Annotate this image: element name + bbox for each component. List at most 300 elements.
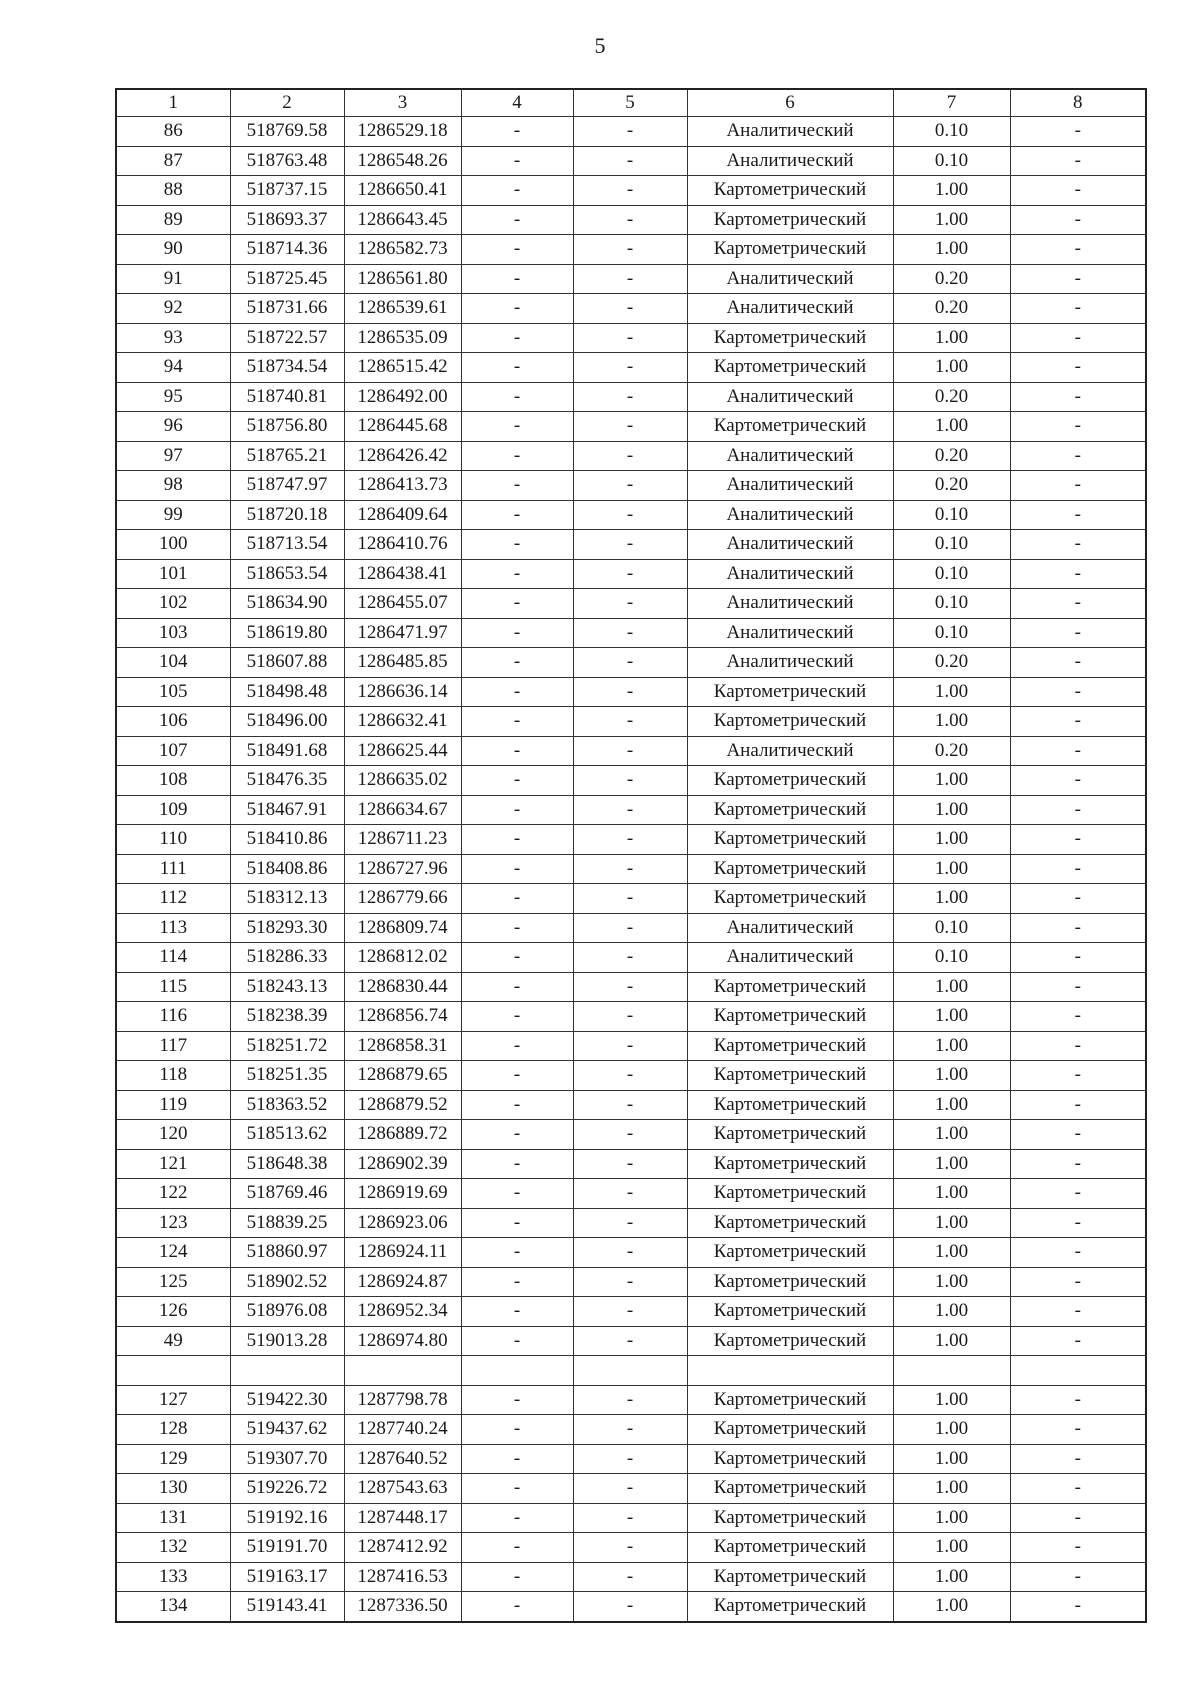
method-cell: Картометрический — [687, 1592, 893, 1622]
col-4-cell: - — [461, 117, 573, 147]
col-4-cell: - — [461, 323, 573, 353]
col-4-cell: - — [461, 677, 573, 707]
method-cell: Аналитический — [687, 441, 893, 471]
accuracy-cell: 1.00 — [893, 1297, 1010, 1327]
table-row — [116, 1503, 1146, 1533]
x-coordinate-cell: 518693.37 — [230, 205, 344, 235]
method-cell: Картометрический — [687, 323, 893, 353]
col-8-cell: - — [1010, 884, 1146, 914]
point-number-cell: 114 — [116, 943, 230, 973]
method-cell: Картометрический — [687, 1267, 893, 1297]
point-number-cell: 87 — [116, 146, 230, 176]
col-8-cell: - — [1010, 1120, 1146, 1150]
accuracy-cell: 1.00 — [893, 1326, 1010, 1356]
point-number-cell: 89 — [116, 205, 230, 235]
col-4-cell: - — [461, 825, 573, 855]
accuracy-cell: 1.00 — [893, 677, 1010, 707]
table-row — [116, 264, 1146, 294]
y-coordinate-cell: 1286632.41 — [344, 707, 461, 737]
col-4-cell: - — [461, 1238, 573, 1268]
y-coordinate-cell: 1286650.41 — [344, 176, 461, 206]
x-coordinate-cell: 518737.15 — [230, 176, 344, 206]
y-coordinate-cell: 1286413.73 — [344, 471, 461, 501]
y-coordinate-cell: 1286635.02 — [344, 766, 461, 796]
column-header-1: 1 — [116, 89, 230, 117]
col-8-cell: - — [1010, 1533, 1146, 1563]
x-coordinate-cell: 518238.39 — [230, 1002, 344, 1032]
table-row — [116, 1238, 1146, 1268]
col-4-cell: - — [461, 1267, 573, 1297]
accuracy-cell: 1.00 — [893, 412, 1010, 442]
point-number-cell: 118 — [116, 1061, 230, 1091]
col-4-cell: - — [461, 146, 573, 176]
col-5-cell: - — [573, 854, 687, 884]
x-coordinate-cell: 519191.70 — [230, 1533, 344, 1563]
y-coordinate-cell: 1287416.53 — [344, 1562, 461, 1592]
col-8-cell: - — [1010, 1444, 1146, 1474]
col-4-cell: - — [461, 913, 573, 943]
col-5-cell: - — [573, 1267, 687, 1297]
col-5-cell: - — [573, 530, 687, 560]
method-cell: Картометрический — [687, 1474, 893, 1504]
col-5-cell: - — [573, 1444, 687, 1474]
table-row — [116, 1120, 1146, 1150]
point-number-cell: 97 — [116, 441, 230, 471]
col-8-cell: - — [1010, 913, 1146, 943]
point-number-cell: 122 — [116, 1179, 230, 1209]
y-coordinate-cell: 1286858.31 — [344, 1031, 461, 1061]
col-5-cell: - — [573, 1031, 687, 1061]
point-number-cell: 104 — [116, 648, 230, 678]
point-number-cell: 110 — [116, 825, 230, 855]
accuracy-cell: 0.20 — [893, 648, 1010, 678]
accuracy-cell: 0.10 — [893, 500, 1010, 530]
point-number-cell: 100 — [116, 530, 230, 560]
point-number-cell: 130 — [116, 1474, 230, 1504]
table-row — [116, 559, 1146, 589]
accuracy-cell: 1.00 — [893, 795, 1010, 825]
y-coordinate-cell: 1286779.66 — [344, 884, 461, 914]
col-4-cell: - — [461, 972, 573, 1002]
table-row — [116, 235, 1146, 265]
method-cell: Картометрический — [687, 1562, 893, 1592]
col-5-cell: - — [573, 618, 687, 648]
method-cell: Картометрический — [687, 1208, 893, 1238]
col-4-cell: - — [461, 1503, 573, 1533]
col-4-cell — [461, 1356, 573, 1386]
point-number-cell: 91 — [116, 264, 230, 294]
accuracy-cell: 0.10 — [893, 943, 1010, 973]
y-coordinate-cell: 1286455.07 — [344, 589, 461, 619]
x-coordinate-cell: 518251.35 — [230, 1061, 344, 1091]
method-cell: Картометрический — [687, 1031, 893, 1061]
method-cell: Картометрический — [687, 176, 893, 206]
col-4-cell: - — [461, 559, 573, 589]
accuracy-cell: 1.00 — [893, 1031, 1010, 1061]
col-5-cell: - — [573, 117, 687, 147]
col-8-cell: - — [1010, 559, 1146, 589]
point-number-cell: 88 — [116, 176, 230, 206]
x-coordinate-cell: 518363.52 — [230, 1090, 344, 1120]
method-cell: Аналитический — [687, 589, 893, 619]
x-coordinate-cell: 518491.68 — [230, 736, 344, 766]
col-5-cell: - — [573, 176, 687, 206]
col-5-cell: - — [573, 1385, 687, 1415]
col-8-cell: - — [1010, 1179, 1146, 1209]
point-number-cell: 112 — [116, 884, 230, 914]
col-5-cell: - — [573, 589, 687, 619]
y-coordinate-cell: 1286830.44 — [344, 972, 461, 1002]
table-row — [116, 353, 1146, 383]
col-8-cell: - — [1010, 1031, 1146, 1061]
method-cell: Аналитический — [687, 500, 893, 530]
col-4-cell: - — [461, 884, 573, 914]
y-coordinate-cell: 1287412.92 — [344, 1533, 461, 1563]
col-8-cell: - — [1010, 1415, 1146, 1445]
col-8-cell: - — [1010, 500, 1146, 530]
accuracy-cell: 0.10 — [893, 530, 1010, 560]
y-coordinate-cell: 1286711.23 — [344, 825, 461, 855]
point-number-cell: 121 — [116, 1149, 230, 1179]
accuracy-cell: 1.00 — [893, 1002, 1010, 1032]
col-8-cell: - — [1010, 943, 1146, 973]
col-4-cell: - — [461, 1120, 573, 1150]
column-header-2: 2 — [230, 89, 344, 117]
col-8-cell: - — [1010, 1061, 1146, 1091]
table-row — [116, 1592, 1146, 1622]
x-coordinate-cell: 518312.13 — [230, 884, 344, 914]
y-coordinate-cell: 1286471.97 — [344, 618, 461, 648]
col-4-cell: - — [461, 1090, 573, 1120]
point-number-cell: 49 — [116, 1326, 230, 1356]
x-coordinate-cell: 518765.21 — [230, 441, 344, 471]
table-row — [116, 1326, 1146, 1356]
x-coordinate-cell: 518734.54 — [230, 353, 344, 383]
x-coordinate-cell: 518769.46 — [230, 1179, 344, 1209]
col-4-cell: - — [461, 766, 573, 796]
method-cell: Аналитический — [687, 382, 893, 412]
col-8-cell: - — [1010, 1090, 1146, 1120]
point-number-cell: 90 — [116, 235, 230, 265]
col-8-cell: - — [1010, 412, 1146, 442]
col-8-cell — [1010, 1356, 1146, 1386]
x-coordinate-cell: 518747.97 — [230, 471, 344, 501]
col-4-cell: - — [461, 412, 573, 442]
accuracy-cell: 1.00 — [893, 1179, 1010, 1209]
x-coordinate-cell: 518286.33 — [230, 943, 344, 973]
x-coordinate-cell: 519192.16 — [230, 1503, 344, 1533]
y-coordinate-cell: 1286485.85 — [344, 648, 461, 678]
col-4-cell: - — [461, 441, 573, 471]
y-coordinate-cell: 1286515.42 — [344, 353, 461, 383]
col-5-cell: - — [573, 1061, 687, 1091]
x-coordinate-cell: 519422.30 — [230, 1385, 344, 1415]
method-cell: Аналитический — [687, 294, 893, 324]
x-coordinate-cell: 518720.18 — [230, 500, 344, 530]
col-8-cell: - — [1010, 589, 1146, 619]
col-5-cell: - — [573, 1297, 687, 1327]
y-coordinate-cell: 1286889.72 — [344, 1120, 461, 1150]
accuracy-cell: 1.00 — [893, 766, 1010, 796]
table-row — [116, 1356, 1146, 1386]
y-coordinate-cell: 1286643.45 — [344, 205, 461, 235]
accuracy-cell: 1.00 — [893, 1533, 1010, 1563]
x-coordinate-cell: 518513.62 — [230, 1120, 344, 1150]
table-row — [116, 146, 1146, 176]
x-coordinate-cell: 519226.72 — [230, 1474, 344, 1504]
col-8-cell: - — [1010, 1267, 1146, 1297]
col-8-cell: - — [1010, 648, 1146, 678]
point-number-cell: 115 — [116, 972, 230, 1002]
table-row — [116, 825, 1146, 855]
method-cell: Картометрический — [687, 1326, 893, 1356]
col-4-cell: - — [461, 1444, 573, 1474]
col-5-cell: - — [573, 382, 687, 412]
col-5-cell: - — [573, 500, 687, 530]
x-coordinate-cell: 518839.25 — [230, 1208, 344, 1238]
accuracy-cell: 1.00 — [893, 1562, 1010, 1592]
col-5-cell: - — [573, 707, 687, 737]
col-5-cell: - — [573, 1415, 687, 1445]
accuracy-cell: 1.00 — [893, 1415, 1010, 1445]
table-row — [116, 382, 1146, 412]
point-number-cell: 126 — [116, 1297, 230, 1327]
point-number-cell: 123 — [116, 1208, 230, 1238]
table-row — [116, 1208, 1146, 1238]
method-cell: Аналитический — [687, 146, 893, 176]
x-coordinate-cell: 518725.45 — [230, 264, 344, 294]
point-number-cell: 105 — [116, 677, 230, 707]
y-coordinate-cell: 1286952.34 — [344, 1297, 461, 1327]
method-cell: Картометрический — [687, 1297, 893, 1327]
method-cell: Картометрический — [687, 1385, 893, 1415]
page-number: 5 — [594, 33, 606, 58]
col-4-cell: - — [461, 500, 573, 530]
y-coordinate-cell: 1286438.41 — [344, 559, 461, 589]
col-4-cell: - — [461, 1061, 573, 1091]
y-coordinate-cell: 1286879.52 — [344, 1090, 461, 1120]
x-coordinate-cell — [230, 1356, 344, 1386]
y-coordinate-cell: 1286879.65 — [344, 1061, 461, 1091]
col-8-cell: - — [1010, 176, 1146, 206]
col-5-cell: - — [573, 884, 687, 914]
y-coordinate-cell: 1286636.14 — [344, 677, 461, 707]
col-8-cell: - — [1010, 205, 1146, 235]
col-5-cell: - — [573, 264, 687, 294]
table-row — [116, 500, 1146, 530]
accuracy-cell: 1.00 — [893, 205, 1010, 235]
col-8-cell: - — [1010, 618, 1146, 648]
col-5-cell: - — [573, 795, 687, 825]
col-8-cell: - — [1010, 1002, 1146, 1032]
col-8-cell: - — [1010, 1592, 1146, 1622]
col-4-cell: - — [461, 1031, 573, 1061]
col-5-cell: - — [573, 1562, 687, 1592]
col-5-cell: - — [573, 1474, 687, 1504]
col-4-cell: - — [461, 1208, 573, 1238]
y-coordinate-cell: 1286535.09 — [344, 323, 461, 353]
col-4-cell: - — [461, 854, 573, 884]
x-coordinate-cell: 518731.66 — [230, 294, 344, 324]
accuracy-cell: 0.20 — [893, 294, 1010, 324]
col-8-cell: - — [1010, 736, 1146, 766]
col-4-cell: - — [461, 1002, 573, 1032]
col-4-cell: - — [461, 1592, 573, 1622]
method-cell: Аналитический — [687, 471, 893, 501]
y-coordinate-cell: 1287543.63 — [344, 1474, 461, 1504]
x-coordinate-cell: 518713.54 — [230, 530, 344, 560]
method-cell: Картометрический — [687, 353, 893, 383]
point-number-cell: 120 — [116, 1120, 230, 1150]
table-row — [116, 589, 1146, 619]
col-5-cell: - — [573, 146, 687, 176]
col-8-cell: - — [1010, 382, 1146, 412]
y-coordinate-cell: 1286856.74 — [344, 1002, 461, 1032]
col-4-cell: - — [461, 1149, 573, 1179]
method-cell: Картометрический — [687, 1120, 893, 1150]
x-coordinate-cell: 518243.13 — [230, 972, 344, 1002]
table-row — [116, 1090, 1146, 1120]
point-number-cell: 102 — [116, 589, 230, 619]
x-coordinate-cell: 518763.48 — [230, 146, 344, 176]
col-4-cell: - — [461, 1474, 573, 1504]
table-row — [116, 884, 1146, 914]
col-8-cell: - — [1010, 766, 1146, 796]
col-4-cell: - — [461, 589, 573, 619]
table-row — [116, 1415, 1146, 1445]
x-coordinate-cell: 518619.80 — [230, 618, 344, 648]
table-row — [116, 294, 1146, 324]
col-4-cell: - — [461, 1533, 573, 1563]
y-coordinate-cell: 1286812.02 — [344, 943, 461, 973]
table-row — [116, 471, 1146, 501]
x-coordinate-cell: 518722.57 — [230, 323, 344, 353]
col-4-cell: - — [461, 264, 573, 294]
x-coordinate-cell: 519307.70 — [230, 1444, 344, 1474]
y-coordinate-cell — [344, 1356, 461, 1386]
col-8-cell: - — [1010, 323, 1146, 353]
accuracy-cell: 0.20 — [893, 471, 1010, 501]
col-4-cell: - — [461, 795, 573, 825]
method-cell: Картометрический — [687, 854, 893, 884]
col-5-cell: - — [573, 913, 687, 943]
point-number-cell: 125 — [116, 1267, 230, 1297]
table-row — [116, 1179, 1146, 1209]
x-coordinate-cell: 518498.48 — [230, 677, 344, 707]
method-cell: Картометрический — [687, 1149, 893, 1179]
accuracy-cell — [893, 1356, 1010, 1386]
point-number-cell: 111 — [116, 854, 230, 884]
point-number-cell — [116, 1356, 230, 1386]
method-cell: Картометрический — [687, 1002, 893, 1032]
col-8-cell: - — [1010, 1326, 1146, 1356]
point-number-cell: 106 — [116, 707, 230, 737]
y-coordinate-cell: 1286727.96 — [344, 854, 461, 884]
table-row — [116, 441, 1146, 471]
col-4-cell: - — [461, 294, 573, 324]
coordinates-table — [115, 88, 1147, 1623]
col-5-cell: - — [573, 559, 687, 589]
x-coordinate-cell: 518648.38 — [230, 1149, 344, 1179]
accuracy-cell: 1.00 — [893, 884, 1010, 914]
table-header-row — [116, 89, 1146, 117]
x-coordinate-cell: 519437.62 — [230, 1415, 344, 1445]
method-cell: Картометрический — [687, 884, 893, 914]
col-5-cell: - — [573, 1533, 687, 1563]
accuracy-cell: 1.00 — [893, 1592, 1010, 1622]
table-row — [116, 972, 1146, 1002]
point-number-cell: 94 — [116, 353, 230, 383]
y-coordinate-cell: 1286625.44 — [344, 736, 461, 766]
y-coordinate-cell: 1287740.24 — [344, 1415, 461, 1445]
accuracy-cell: 1.00 — [893, 1267, 1010, 1297]
col-8-cell: - — [1010, 1385, 1146, 1415]
y-coordinate-cell: 1286410.76 — [344, 530, 461, 560]
table-row — [116, 323, 1146, 353]
method-cell: Аналитический — [687, 264, 893, 294]
point-number-cell: 134 — [116, 1592, 230, 1622]
method-cell: Картометрический — [687, 795, 893, 825]
col-5-cell: - — [573, 441, 687, 471]
table-row — [116, 736, 1146, 766]
point-number-cell: 124 — [116, 1238, 230, 1268]
accuracy-cell: 1.00 — [893, 825, 1010, 855]
table-row — [116, 1149, 1146, 1179]
method-cell: Картометрический — [687, 1238, 893, 1268]
column-header-5: 5 — [573, 89, 687, 117]
table-row — [116, 677, 1146, 707]
table-row — [116, 766, 1146, 796]
col-4-cell: - — [461, 1385, 573, 1415]
y-coordinate-cell: 1286529.18 — [344, 117, 461, 147]
col-5-cell: - — [573, 1238, 687, 1268]
method-cell: Картометрический — [687, 677, 893, 707]
column-header-4: 4 — [461, 89, 573, 117]
x-coordinate-cell: 518476.35 — [230, 766, 344, 796]
accuracy-cell: 1.00 — [893, 1444, 1010, 1474]
col-8-cell: - — [1010, 707, 1146, 737]
x-coordinate-cell: 518769.58 — [230, 117, 344, 147]
column-header-8: 8 — [1010, 89, 1146, 117]
accuracy-cell: 1.00 — [893, 1503, 1010, 1533]
y-coordinate-cell: 1286919.69 — [344, 1179, 461, 1209]
method-cell: Аналитический — [687, 943, 893, 973]
method-cell: Картометрический — [687, 1179, 893, 1209]
col-5-cell: - — [573, 205, 687, 235]
y-coordinate-cell: 1286809.74 — [344, 913, 461, 943]
method-cell: Аналитический — [687, 530, 893, 560]
method-cell: Картометрический — [687, 972, 893, 1002]
point-number-cell: 131 — [116, 1503, 230, 1533]
method-cell: Картометрический — [687, 1444, 893, 1474]
col-8-cell: - — [1010, 471, 1146, 501]
point-number-cell: 132 — [116, 1533, 230, 1563]
accuracy-cell: 0.20 — [893, 264, 1010, 294]
y-coordinate-cell: 1286492.00 — [344, 382, 461, 412]
y-coordinate-cell: 1286445.68 — [344, 412, 461, 442]
table-row — [116, 648, 1146, 678]
method-cell: Картометрический — [687, 1503, 893, 1533]
col-5-cell: - — [573, 736, 687, 766]
col-5-cell: - — [573, 1592, 687, 1622]
col-5-cell: - — [573, 677, 687, 707]
point-number-cell: 86 — [116, 117, 230, 147]
accuracy-cell: 0.10 — [893, 117, 1010, 147]
x-coordinate-cell: 518653.54 — [230, 559, 344, 589]
method-cell: Аналитический — [687, 117, 893, 147]
col-8-cell: - — [1010, 677, 1146, 707]
x-coordinate-cell: 518410.86 — [230, 825, 344, 855]
